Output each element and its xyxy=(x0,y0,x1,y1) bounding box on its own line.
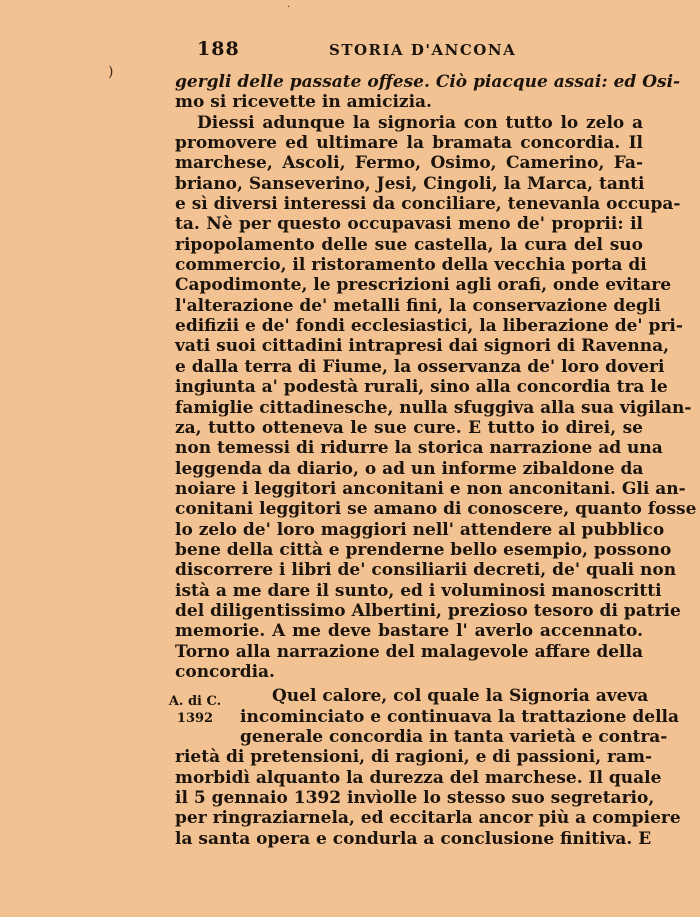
marginal-note-line: A. di C. xyxy=(168,694,222,709)
text-line: del diligentissimo Albertini, prezioso tesoro di patrie xyxy=(175,600,681,621)
text-line: za, tutto otteneva le sue cure. E tutto io direi, se xyxy=(175,417,643,438)
text-line: edifizii e de' fondi ecclesiastici, la liberazione de' pri- xyxy=(175,316,683,337)
text-line: incominciato e continuava la trattazione della xyxy=(240,706,680,727)
marginal-note-year: 1392 xyxy=(176,711,214,726)
text-line: promovere ed ultimare la bramata concordia. Il xyxy=(175,133,643,154)
text-line: mo si ricevette in amicizia. xyxy=(175,92,432,113)
text-line: discorrere i libri de' consiliarii decreti, de' quali non xyxy=(175,560,677,581)
text-line: il 5 gennaio 1392 invìolle lo stesso suo segretario, xyxy=(175,788,655,809)
text-line: vati suoi cittadini intrapresi dai signori di Ravenna, xyxy=(175,336,669,357)
text-line: bene della città e prenderne bello esempio, possono xyxy=(175,539,672,560)
text-line: Capodimonte, le prescrizioni agli orafi, onde evitare xyxy=(175,275,672,296)
text-line: ingiunta a' podestà rurali, sino alla concordia tra le xyxy=(175,377,668,398)
text-line: l'alterazione de' metalli fini, la conservazione degli xyxy=(175,295,661,316)
text-line: morbidì alquanto la durezza del marchese. Il quale xyxy=(175,767,662,788)
text-line: gergli delle passate offese. Ciò piacque assai: ed Osi- xyxy=(175,72,681,92)
text-line: e dalla terra di Fiume, la osservanza de' loro doveri xyxy=(175,356,665,377)
text-line: Quel calore, col quale la Signoria aveva xyxy=(272,686,649,707)
text-line: Torno alla narrazione del malagevole affare della xyxy=(175,641,643,662)
text-line: ta. Nè per questo occupavasi meno de' proprii: il xyxy=(175,214,643,235)
text-line: famiglie cittadinesche, nulla sfuggiva alla sua vigilan- xyxy=(175,397,692,418)
text-line: istà a me dare il sunto, ed i voluminosi manoscritti xyxy=(175,580,662,601)
running-title: STORIA D'ANCONA xyxy=(329,41,517,59)
text-line: lo zelo de' loro maggiori nell' attendere al pubblico xyxy=(175,519,665,540)
text-line: commercio, il ristoramento della vecchia porta di xyxy=(175,255,647,276)
page-number: 188 xyxy=(197,38,240,60)
text-line: concordia. xyxy=(175,661,275,682)
text-line: briano, Sanseverino, Jesi, Cingoli, la Marca, tanti xyxy=(175,173,645,194)
text-line: conitani leggitori se amano di conoscere, quanto fosse xyxy=(175,499,697,520)
text-line: noiare i leggitori anconitani e non anconitani. Gli an- xyxy=(175,478,686,499)
text-line: marchese, Ascoli, Fermo, Osimo, Camerino, Fa- xyxy=(175,153,643,174)
text-line: ripopolamento delle sue castella, la cura del suo xyxy=(175,234,643,255)
text-line: la santa opera e condurla a conclusione finitiva. E xyxy=(175,828,652,849)
text-line: e sì diversi interessi da conciliare, tenevanla occupa- xyxy=(175,194,681,215)
text-line: non temessi di ridurre la storica narrazione ad una xyxy=(175,438,663,459)
margin-mark: ) xyxy=(108,64,114,80)
text-line: leggenda da diario, o ad un informe zibaldone da xyxy=(175,458,644,479)
body-text xyxy=(175,72,697,849)
page-header xyxy=(197,38,640,62)
text-line: Diessi adunque la signoria con tutto lo zelo a xyxy=(197,112,643,133)
text-line: memorie. A me deve bastare l' averlo accennato. xyxy=(175,621,643,642)
text-line: generale concordia in tanta varietà e contra- xyxy=(240,727,668,747)
speck: · xyxy=(287,2,291,13)
text-line: per ringraziarnela, ed eccitarla ancor più a compiere xyxy=(175,808,681,829)
text-line: rietà di pretensioni, di ragioni, e di passioni, ram- xyxy=(175,747,653,768)
